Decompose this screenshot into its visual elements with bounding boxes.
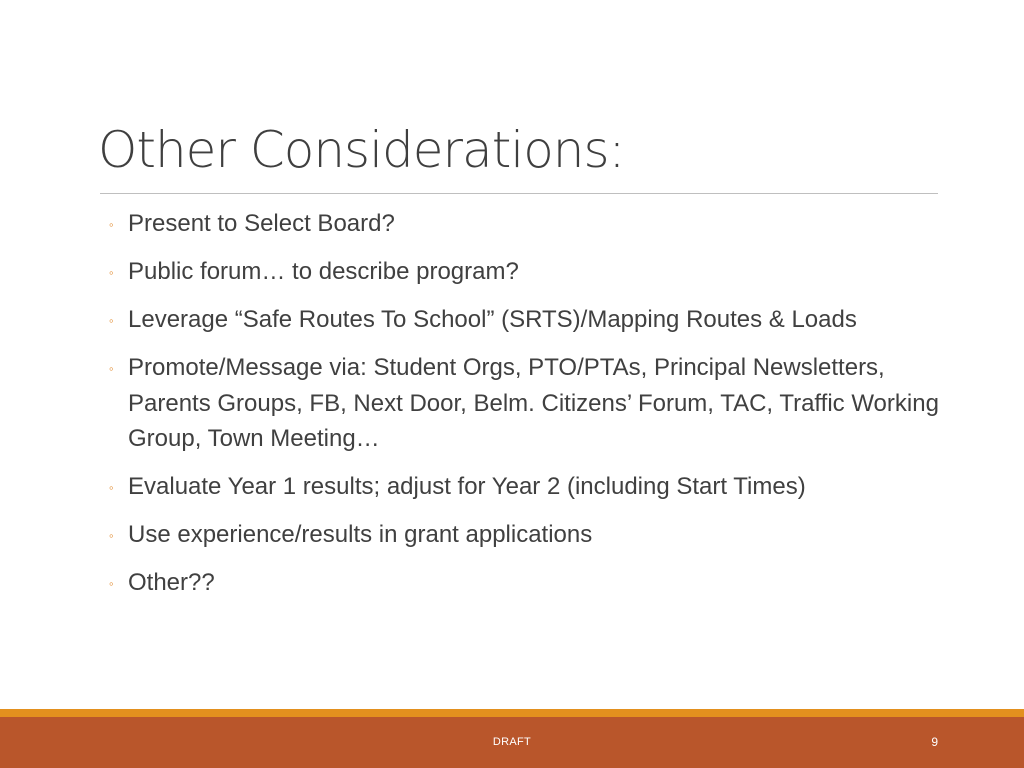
bullet-item xyxy=(109,469,959,505)
bullet-circle-icon: ◦ xyxy=(109,479,114,495)
title-divider xyxy=(100,193,938,194)
bullet-item xyxy=(109,302,959,338)
bullet-item xyxy=(109,254,959,290)
bullet-circle-icon: ◦ xyxy=(109,527,114,543)
page-number: 9 xyxy=(931,735,938,749)
bullet-item xyxy=(109,350,959,457)
bullet-text: Promote/Message via: Student Orgs, PTO/PTAs, Principal Newsletters, Parents Groups, FB, Next Door, Belm. Citizens’ Forum, TAC, Traffic Working Group, Town Meeting… xyxy=(128,354,939,452)
bullet-text: Use experience/results in grant applications xyxy=(128,520,593,548)
bullet-item xyxy=(109,517,959,553)
footer-accent-stripe xyxy=(0,709,1024,717)
bullet-item xyxy=(109,565,959,601)
bullet-text: Other?? xyxy=(128,568,215,596)
footer-draft-label: DRAFT xyxy=(492,736,532,748)
bullet-text: Present to Select Board? xyxy=(128,210,395,237)
bullet-circle-icon: ◦ xyxy=(109,361,114,376)
slide-title: Other Considerations: xyxy=(98,121,625,179)
bullet-text: Leverage “Safe Routes To School” (SRTS)/Mapping Routes & Loads xyxy=(128,306,857,333)
bullet-circle-icon: ◦ xyxy=(109,265,114,280)
bullet-circle-icon: ◦ xyxy=(109,575,114,591)
bullet-circle-icon: ◦ xyxy=(109,313,114,328)
bullet-item xyxy=(109,206,959,242)
bullet-circle-icon: ◦ xyxy=(109,217,114,232)
bullet-list xyxy=(109,206,959,613)
bullet-text: Evaluate Year 1 results; adjust for Year 2 (including Start Times) xyxy=(128,472,806,500)
bullet-text: Public forum… to describe program? xyxy=(128,258,519,285)
